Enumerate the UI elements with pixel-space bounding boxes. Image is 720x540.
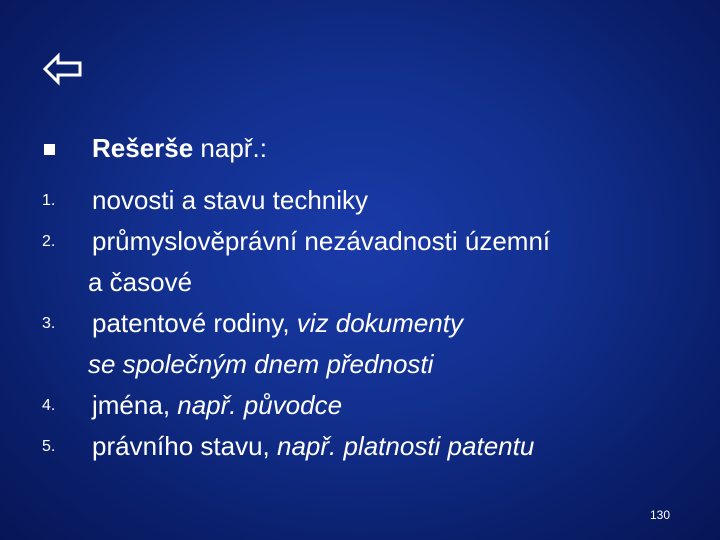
slide-heading bbox=[92, 131, 267, 165]
item-text bbox=[0, 426, 720, 467]
list-item bbox=[0, 221, 720, 303]
square-bullet-icon bbox=[44, 144, 55, 155]
item-text-continuation bbox=[0, 262, 720, 303]
item-text-italic: např. původce bbox=[177, 390, 343, 420]
list-item bbox=[0, 426, 720, 467]
item-text-continuation bbox=[0, 344, 720, 385]
item-text-plain: jména, bbox=[92, 390, 178, 420]
heading-bold: Rešerše bbox=[92, 133, 194, 163]
numbered-list bbox=[0, 180, 720, 467]
item-number: 1. bbox=[42, 192, 56, 209]
item-text bbox=[0, 385, 720, 426]
item-text bbox=[0, 221, 720, 262]
list-item bbox=[0, 303, 720, 385]
back-arrow-icon[interactable] bbox=[42, 52, 84, 86]
item-text-italic: např. platnosti patentu bbox=[277, 431, 535, 461]
item-text-plain: právního stavu, bbox=[92, 431, 277, 461]
item-text bbox=[0, 303, 720, 344]
item-number: 4. bbox=[42, 397, 56, 414]
list-item bbox=[0, 385, 720, 426]
item-text-italic: se společným dnem přednosti bbox=[88, 349, 434, 379]
item-number: 5. bbox=[42, 438, 56, 455]
heading-rest: např.: bbox=[193, 133, 267, 163]
item-text-plain: průmyslověprávní nezávadnosti územní bbox=[92, 226, 551, 256]
item-number: 3. bbox=[42, 315, 56, 332]
page-number: 130 bbox=[650, 508, 671, 522]
item-number: 2. bbox=[42, 233, 56, 250]
item-text-italic: viz dokumenty bbox=[296, 308, 463, 338]
item-text-plain: novosti a stavu techniky bbox=[92, 185, 369, 215]
item-text-plain: a časové bbox=[88, 267, 193, 297]
list-item bbox=[0, 180, 720, 221]
item-text bbox=[0, 180, 720, 221]
item-text-plain: patentové rodiny, bbox=[92, 308, 297, 338]
